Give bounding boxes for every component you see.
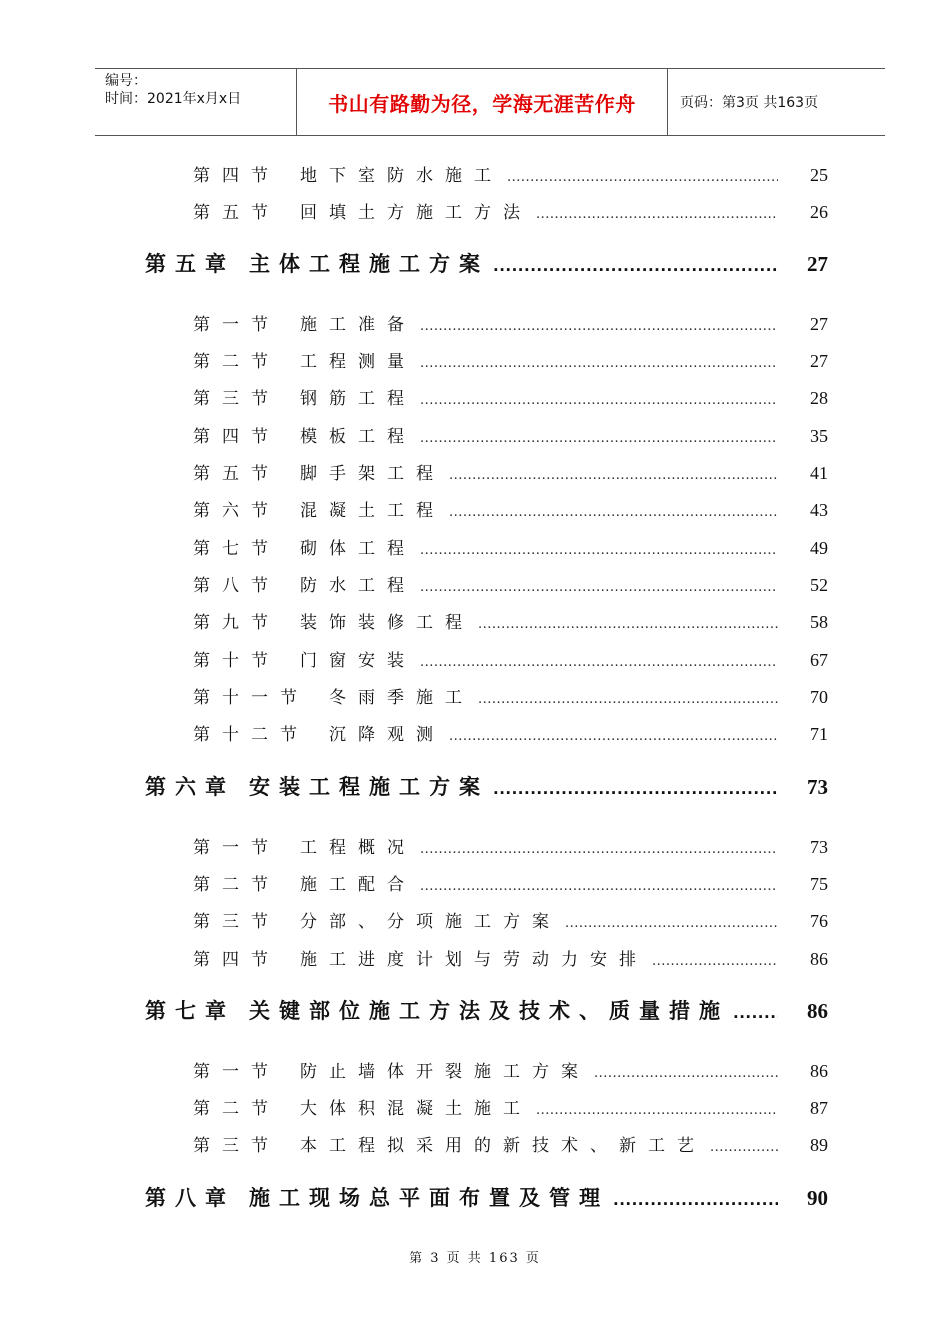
toc-section-entry[interactable] xyxy=(193,422,828,447)
toc-entry-number: 第二节 xyxy=(193,1099,280,1119)
toc-leader-dots xyxy=(420,842,778,857)
toc-leader-dots xyxy=(594,1066,778,1081)
toc-entry-page: 27 xyxy=(810,351,828,371)
toc-leader-dots xyxy=(565,916,778,931)
toc-entry-number: 第四节 xyxy=(193,166,280,186)
toc-chapter-entry[interactable] xyxy=(145,248,828,278)
toc-entry-number: 第二节 xyxy=(193,875,280,895)
toc-entry-number: 第十节 xyxy=(193,651,280,671)
toc-leader-dots xyxy=(478,692,778,707)
toc-entry-title: 门窗安装 xyxy=(300,651,416,671)
toc-entry-number: 第一节 xyxy=(193,315,280,335)
toc-entry-number: 第八节 xyxy=(193,576,280,596)
toc-leader-dots xyxy=(449,729,778,744)
toc-leader-dots xyxy=(733,1004,778,1022)
toc-section-entry[interactable] xyxy=(193,870,828,895)
toc-entry-page: 58 xyxy=(810,612,828,632)
toc-entry-number: 第六章 xyxy=(145,775,235,799)
toc-entry-page: 27 xyxy=(807,252,828,276)
toc-entry-number: 第三节 xyxy=(193,389,280,409)
toc-entry-title: 施工准备 xyxy=(300,315,416,335)
toc-entry-number: 第五章 xyxy=(145,252,235,276)
toc-entry-title: 主体工程施工方案 xyxy=(249,252,489,276)
toc-entry-page: 49 xyxy=(810,538,828,558)
toc-entry-page: 73 xyxy=(810,837,828,857)
toc-entry-page: 76 xyxy=(810,911,828,931)
toc-entry-page: 87 xyxy=(810,1098,828,1118)
toc-entry-page: 86 xyxy=(810,1061,828,1081)
toc-entry-title: 防止墙体开裂施工方案 xyxy=(300,1062,590,1082)
toc-leader-dots xyxy=(652,954,778,969)
header-meta xyxy=(95,69,296,135)
toc-entry-page: 27 xyxy=(810,314,828,334)
toc-entry-page: 52 xyxy=(810,575,828,595)
toc-section-entry[interactable] xyxy=(193,534,828,559)
header-motto: 书山有路勤为径，学海无涯苦作舟 xyxy=(296,69,668,135)
toc-chapter-entry[interactable] xyxy=(145,1182,828,1212)
toc-entry-title: 沉降观测 xyxy=(329,725,445,745)
toc-entry-page: 70 xyxy=(810,687,828,707)
toc-entry-page: 73 xyxy=(807,775,828,799)
toc-section-entry[interactable] xyxy=(193,1094,828,1119)
toc-leader-dots xyxy=(536,1103,778,1118)
toc-entry-title: 模板工程 xyxy=(300,427,416,447)
toc-section-entry[interactable] xyxy=(193,1131,828,1156)
toc-section-entry[interactable] xyxy=(193,347,828,372)
toc-leader-dots xyxy=(613,1191,778,1209)
toc-entry-number: 第三节 xyxy=(193,912,280,932)
toc-leader-dots xyxy=(507,170,778,185)
toc-section-entry[interactable] xyxy=(193,496,828,521)
toc-entry-page: 86 xyxy=(807,999,828,1023)
toc-leader-dots xyxy=(420,543,778,558)
toc-section-entry[interactable] xyxy=(193,683,828,708)
toc-entry-title: 混凝土工程 xyxy=(300,501,445,521)
toc-entry-page: 35 xyxy=(810,426,828,446)
toc-leader-dots xyxy=(420,319,778,334)
header-page-info: 页码：第3页 共163页 xyxy=(680,95,819,111)
toc-entry-number: 第九节 xyxy=(193,613,280,633)
toc-leader-dots xyxy=(420,356,778,371)
toc-entry-number: 第八章 xyxy=(145,1186,235,1210)
toc-leader-dots xyxy=(710,1140,778,1155)
toc-entry-title: 回填土方施工方法 xyxy=(300,203,532,223)
toc-entry-page: 28 xyxy=(810,388,828,408)
toc-section-entry[interactable] xyxy=(193,720,828,745)
toc-entry-title: 砌体工程 xyxy=(300,539,416,559)
toc-entry-page: 75 xyxy=(810,874,828,894)
toc-entry-number: 第七章 xyxy=(145,999,235,1023)
toc-section-entry[interactable] xyxy=(193,571,828,596)
toc-entry-title: 钢筋工程 xyxy=(300,389,416,409)
toc-entry-number: 第一节 xyxy=(193,1062,280,1082)
page-footer: 第 3 页 共 163 页 xyxy=(409,1251,541,1266)
toc-leader-dots xyxy=(420,393,778,408)
toc-entry-page: 43 xyxy=(810,500,828,520)
toc-leader-dots xyxy=(420,879,778,894)
toc-entry-title: 本工程拟采用的新技术、新工艺 xyxy=(300,1136,706,1156)
toc-leader-dots xyxy=(449,505,778,520)
toc-entry-number: 第二节 xyxy=(193,352,280,372)
toc-entry-page: 90 xyxy=(807,1186,828,1210)
toc-section-entry[interactable] xyxy=(193,608,828,633)
toc-entry-number: 第五节 xyxy=(193,464,280,484)
toc-chapter-entry[interactable] xyxy=(145,995,828,1025)
toc-section-entry[interactable] xyxy=(193,384,828,409)
toc-entry-title: 地下室防水施工 xyxy=(300,166,503,186)
toc-entry-page: 71 xyxy=(810,724,828,744)
toc-entry-title: 工程概况 xyxy=(300,838,416,858)
toc-leader-dots xyxy=(493,780,778,798)
toc-entry-number: 第四节 xyxy=(193,950,280,970)
toc-leader-dots xyxy=(420,655,778,670)
toc-section-entry[interactable] xyxy=(193,198,828,223)
toc-leader-dots xyxy=(420,431,778,446)
toc-section-entry[interactable] xyxy=(193,833,828,858)
toc-entry-number: 第一节 xyxy=(193,838,280,858)
toc-entry-title: 防水工程 xyxy=(300,576,416,596)
page-header xyxy=(95,68,885,136)
toc-entry-title: 施工现场总平面布置及管理 xyxy=(249,1186,609,1210)
time-label: 时间：2021年x月x日 xyxy=(105,91,242,107)
toc-entry-number: 第四节 xyxy=(193,427,280,447)
toc-entry-number: 第十一节 xyxy=(193,688,309,708)
toc-entry-page: 67 xyxy=(810,650,828,670)
toc-entry-title: 冬雨季施工 xyxy=(329,688,474,708)
toc-entry-page: 26 xyxy=(810,202,828,222)
toc-entry-number: 第七节 xyxy=(193,539,280,559)
number-label: 编号： xyxy=(105,73,147,89)
toc-section-entry[interactable] xyxy=(193,945,828,970)
toc-leader-dots xyxy=(536,207,778,222)
toc-entry-title: 脚手架工程 xyxy=(300,464,445,484)
toc-section-entry[interactable] xyxy=(193,459,828,484)
toc-entry-title: 关键部位施工方法及技术、质量措施 xyxy=(249,999,729,1023)
toc-entry-title: 分部、分项施工方案 xyxy=(300,912,561,932)
toc-entry-page: 89 xyxy=(810,1135,828,1155)
toc-leader-dots xyxy=(449,468,778,483)
toc-entry-number: 第六节 xyxy=(193,501,280,521)
toc-entry-title: 安装工程施工方案 xyxy=(249,775,489,799)
toc-entry-title: 施工进度计划与劳动力安排 xyxy=(300,950,648,970)
toc-entry-page: 41 xyxy=(810,463,828,483)
toc-entry-title: 施工配合 xyxy=(300,875,416,895)
toc-entry-title: 装饰装修工程 xyxy=(300,613,474,633)
toc-leader-dots xyxy=(478,617,778,632)
toc-entry-page: 25 xyxy=(810,165,828,185)
toc-section-entry[interactable] xyxy=(193,646,828,671)
toc-entry-number: 第三节 xyxy=(193,1136,280,1156)
toc-section-entry[interactable] xyxy=(193,310,828,335)
toc-entry-number: 第五节 xyxy=(193,203,280,223)
toc-entry-title: 工程测量 xyxy=(300,352,416,372)
toc-leader-dots xyxy=(493,257,778,275)
toc-section-entry[interactable] xyxy=(193,1057,828,1082)
toc-entry-number: 第十二节 xyxy=(193,725,309,745)
toc-entry-page: 86 xyxy=(810,949,828,969)
toc-leader-dots xyxy=(420,580,778,595)
toc-section-entry[interactable] xyxy=(193,907,828,932)
toc-entry-title: 大体积混凝土施工 xyxy=(300,1099,532,1119)
toc-section-entry[interactable] xyxy=(193,161,828,186)
toc-chapter-entry[interactable] xyxy=(145,771,828,801)
